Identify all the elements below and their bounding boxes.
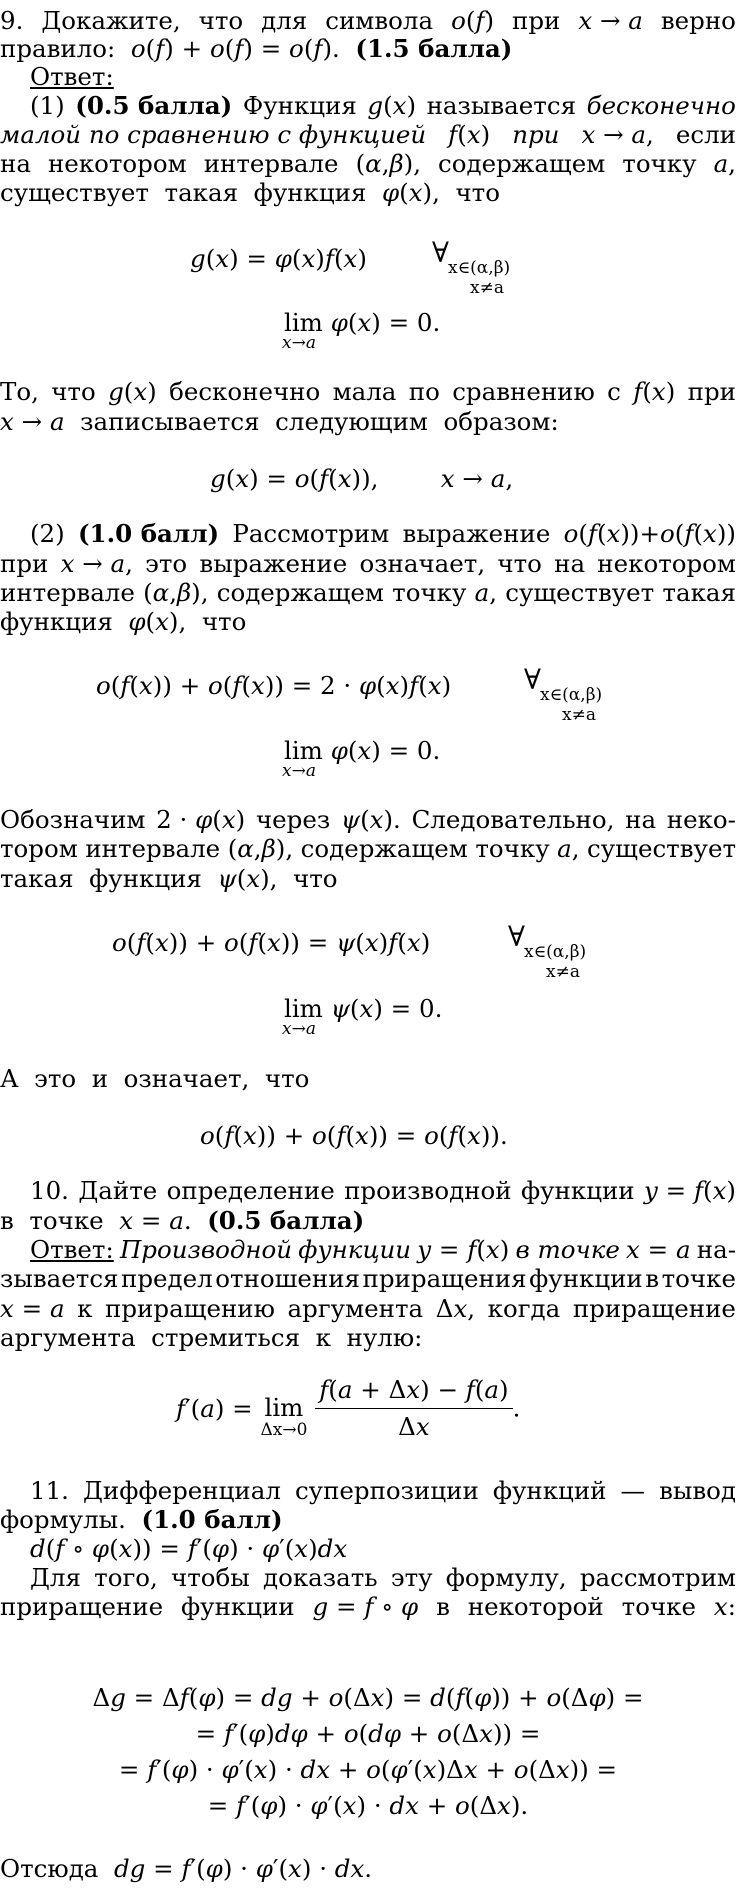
problem-9-statement-line-1: 9. Докажите, что для символа o(f) при x → a верно <box>0 6 736 35</box>
equation-4b: lim ψ(x) = 0. <box>284 994 443 1023</box>
forall-condition: x∈(α,β) x≠a <box>540 685 603 725</box>
problem-9-part-1-line-4: существует такая функция φ(x), что <box>0 178 500 207</box>
equation-3a: o(f(x)) + o(f(x)) = 2 · φ(x)f(x) <box>96 671 452 700</box>
problem-9-part-2-line-2: при x → a, это выражение означает, что на некотором <box>0 549 736 578</box>
forall-symbol: ∀ <box>508 920 525 953</box>
forall-symbol: ∀ <box>524 663 541 696</box>
derivative-fraction: $\frac{f(a + \Delta x) - f(a)}{\Delta x}$ <box>315 1372 512 1445</box>
problem-9-part-1-line-3: на некотором интервале (α,β), содержащем точку a, <box>0 149 736 178</box>
equation-2: g(x) = o(f(x)), x → a, <box>210 464 514 493</box>
equation-1b: lim φ(x) = 0. <box>284 308 441 337</box>
equation-4a: o(f(x)) + o(f(x)) = ψ(x)f(x) <box>112 928 431 957</box>
answer-label: Ответ: <box>30 62 114 91</box>
problem-9-part-2-line-3: интервале (α,β), содержащем точку a, существует такая <box>0 578 736 607</box>
problem-9-part-2-line-1: (2) (1.0 балл) Рассмотрим выражение o(f(x))+o(f(x)) <box>30 519 736 548</box>
problem-9-part-2-line-4: функция φ(x), что <box>0 607 247 636</box>
derivative-definition: f′(a) = lim Δx→0 $\frac{f(a + \Delta x) - f(a)}{\Delta x}$ . <box>176 1372 520 1445</box>
problem-10-answer-line-1: Ответ: Производной функции y = f(x) в точке x = a на- <box>30 1235 736 1264</box>
derivation-line-4: = f′(φ) · φ′(x) · dx + o(Δx). <box>207 1791 529 1820</box>
lim-subscript: x→a <box>282 761 316 781</box>
lim-subscript: x→a <box>282 333 316 353</box>
problem-10-statement-line-2: в точке x = a. (0.5 балла) <box>0 1206 365 1235</box>
equation-1a: g(x) = φ(x)f(x) <box>190 244 367 273</box>
text-line: тором интервале (α,β), содержащем точку a, существует <box>0 834 736 863</box>
equation-3b: lim φ(x) = 0. <box>284 736 441 765</box>
text-line: такая функция ψ(x), что <box>0 864 338 893</box>
problem-11-statement-line-2: формулы. (1.0 балл) <box>0 1505 283 1534</box>
text-line: x → a записывается следующим образом: <box>0 407 559 436</box>
text-line: Для того, чтобы доказать эту формулу, рассмотрим <box>30 1563 736 1592</box>
forall-symbol: ∀ <box>432 236 449 269</box>
problem-11-formula: d(f ∘ φ(x)) = f′(φ) · φ′(x)dx <box>30 1534 348 1563</box>
forall-condition: x∈(α,β) x≠a <box>448 258 511 298</box>
derivation-line-1: Δg = Δf(φ) = dg + o(Δx) = d(f(φ)) + o(Δφ) = <box>92 1683 644 1712</box>
problem-10-answer-line-3: x = a к приращению аргумента Δx, когда приращение <box>0 1294 736 1323</box>
text-line: Обозначим 2 · φ(x) через ψ(x). Следовательно, на неко- <box>0 805 736 834</box>
derivation-line-3: = f′(φ) · φ′(x) · dx + o(φ′(x)Δx + o(Δx)) = <box>118 1755 618 1784</box>
problem-9-part-1-line-2: малой по сравнению с функцией f(x) при x → a, если <box>0 120 736 149</box>
text-line: А это и означает, что <box>0 1064 310 1093</box>
text-line: приращение функции g = f ∘ φ в некоторой точке x: <box>0 1592 736 1621</box>
conclusion-line: Отсюда dg = f′(φ) · φ′(x) · dx. <box>0 1854 373 1883</box>
equation-5: o(f(x)) + o(f(x)) = o(f(x)). <box>200 1121 508 1150</box>
problem-10-answer-line-2: зывается предел отношения приращения функции в точке <box>0 1264 736 1293</box>
problem-10-answer-line-4: аргумента стремиться к нулю: <box>0 1323 423 1352</box>
problem-9-statement-line-2: правило: o(f) + o(f) = o(f). (1.5 балла) <box>0 34 513 63</box>
problem-11-statement-line-1: 11. Дифференциал суперпозиции функций — вывод <box>30 1476 736 1505</box>
derivation-line-2: = f′(φ)dφ + o(dφ + o(Δx)) = <box>195 1719 541 1748</box>
problem-10-statement-line-1: 10. Дайте определение производной функции y = f(x) <box>30 1176 736 1205</box>
problem-9-part-1-line-1: (1) (0.5 балла) Функция g(x) называется бесконечно <box>30 91 736 120</box>
text-line: То, что g(x) бесконечно мала по сравнению с f(x) при <box>0 377 736 406</box>
forall-condition: x∈(α,β) x≠a <box>524 942 587 982</box>
lim-subscript: x→a <box>282 1019 316 1039</box>
